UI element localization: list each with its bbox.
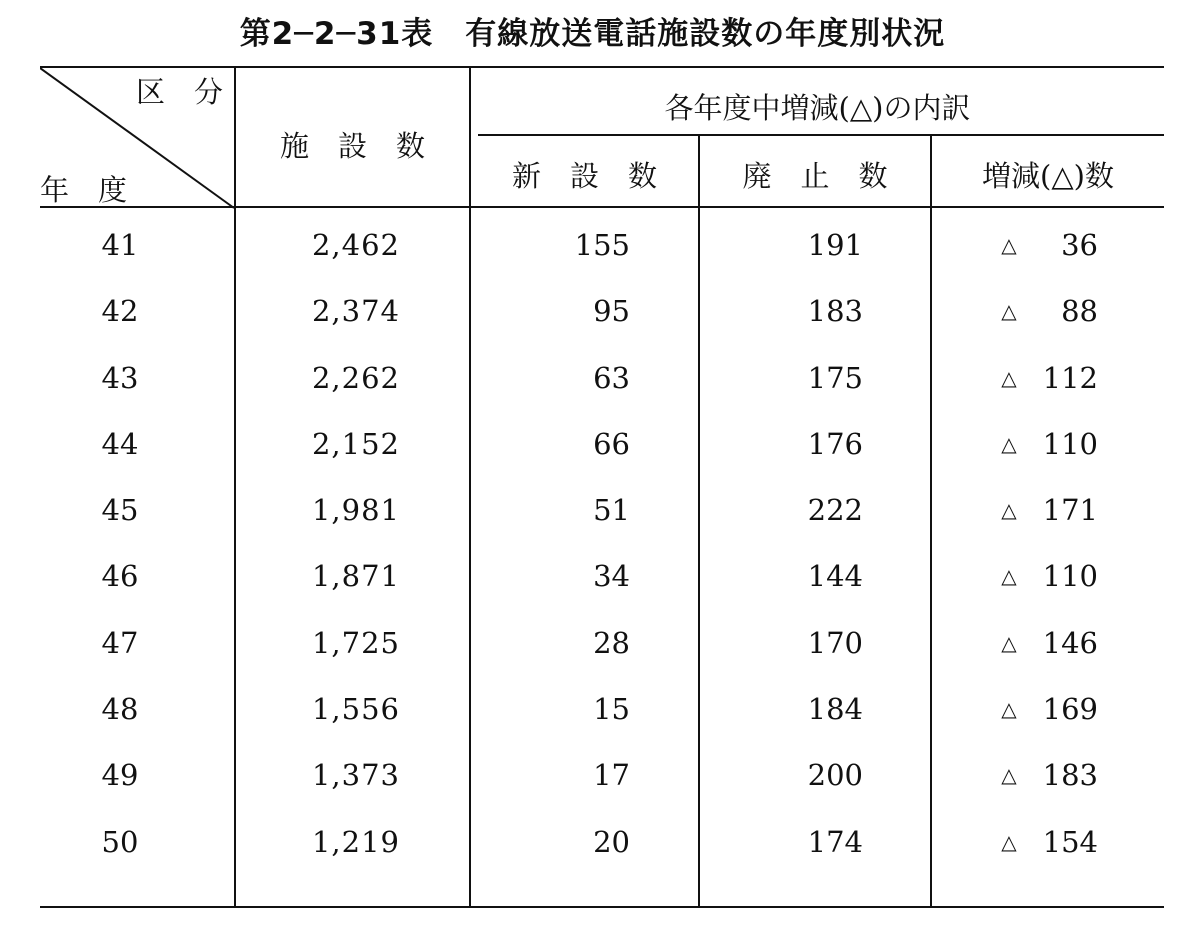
cell-abolished: 200 [807, 758, 863, 793]
cell-new: 66 [593, 426, 630, 461]
cell-abolished: 191 [807, 228, 863, 262]
cell-facilities: 1,556 [311, 692, 400, 727]
header-breakdown: 各年度中増減(△)の内訳 [664, 91, 971, 125]
cell-change: 88 [1061, 294, 1098, 329]
cell-change: 146 [1042, 625, 1098, 660]
cell-year: 44 [101, 426, 139, 461]
cell-abolished: 184 [807, 692, 863, 727]
cell-new: 34 [593, 559, 630, 594]
cell-change: 110 [1042, 426, 1098, 461]
cell-year: 45 [101, 493, 139, 528]
table-title: 第2─2─31表 有線放送電話施設数の年度別状況 [239, 16, 946, 52]
cell-year: 41 [101, 228, 139, 262]
cell-change: 110 [1042, 559, 1098, 594]
cell-new: 63 [593, 360, 630, 395]
header-category: 区 分 [136, 75, 224, 109]
cell-year: 50 [101, 824, 139, 859]
decrease-mark: △ [1001, 630, 1017, 655]
decrease-mark: △ [1001, 763, 1017, 788]
cell-change: 154 [1042, 824, 1098, 859]
decrease-mark: △ [1001, 697, 1017, 722]
table-row [0, 824, 1185, 890]
cell-facilities: 1,725 [311, 625, 400, 660]
cell-abolished: 144 [807, 559, 863, 594]
cell-new: 155 [574, 228, 630, 262]
cell-year: 48 [101, 692, 139, 727]
cell-abolished: 183 [807, 294, 863, 329]
cell-abolished: 176 [807, 426, 863, 461]
cell-year: 47 [101, 625, 139, 660]
cell-year: 46 [101, 559, 139, 594]
decrease-mark: △ [1001, 829, 1017, 854]
cell-change: 112 [1042, 360, 1098, 395]
cell-facilities: 2,462 [311, 228, 400, 262]
decrease-mark: △ [1001, 564, 1017, 589]
table-row [0, 227, 1185, 293]
table-row [0, 757, 1185, 823]
cell-facilities: 1,373 [311, 758, 400, 793]
cell-abolished: 174 [807, 824, 863, 859]
cell-facilities: 2,262 [311, 360, 400, 395]
cell-abolished: 222 [807, 493, 863, 528]
table-row [0, 293, 1185, 359]
header-fiscal-year: 年 度 [40, 173, 128, 207]
decrease-mark: △ [1001, 431, 1017, 456]
decrease-mark: △ [1001, 365, 1017, 390]
cell-change: 36 [1061, 228, 1098, 262]
decrease-mark: △ [1001, 233, 1017, 257]
table-row [0, 426, 1185, 492]
table-row [0, 691, 1185, 757]
decrease-mark: △ [1001, 299, 1017, 324]
table-row [0, 360, 1185, 426]
decrease-mark: △ [1001, 498, 1017, 523]
cell-change: 169 [1042, 692, 1098, 727]
table-row [0, 625, 1185, 691]
cell-facilities: 2,152 [311, 426, 400, 461]
table-row [0, 558, 1185, 624]
cell-facilities: 1,981 [311, 493, 400, 528]
cell-facilities: 1,871 [311, 559, 400, 594]
cell-facilities: 2,374 [311, 294, 400, 329]
bottom-rule [40, 906, 1164, 908]
table-row [0, 492, 1185, 558]
cell-year: 43 [101, 360, 139, 395]
cell-year: 49 [101, 758, 139, 793]
cell-change: 183 [1042, 758, 1098, 793]
cell-abolished: 175 [807, 360, 863, 395]
cell-facilities: 1,219 [311, 824, 400, 859]
cell-new: 28 [593, 625, 630, 660]
header-new: 新 設 数 [511, 159, 657, 193]
header-facilities: 施 設 数 [279, 129, 425, 163]
cell-change: 171 [1042, 493, 1098, 528]
table-body [0, 227, 1185, 890]
cell-new: 15 [593, 692, 630, 727]
cell-year: 42 [101, 294, 139, 329]
cell-new: 51 [593, 493, 630, 528]
header-abolished: 廃 止 数 [742, 159, 888, 193]
cell-abolished: 170 [807, 625, 863, 660]
header-change: 増減(△)数 [982, 159, 1114, 193]
cell-new: 95 [593, 294, 630, 329]
cell-new: 20 [593, 824, 630, 859]
breakdown-rule [478, 134, 1164, 136]
cell-new: 17 [593, 758, 630, 793]
